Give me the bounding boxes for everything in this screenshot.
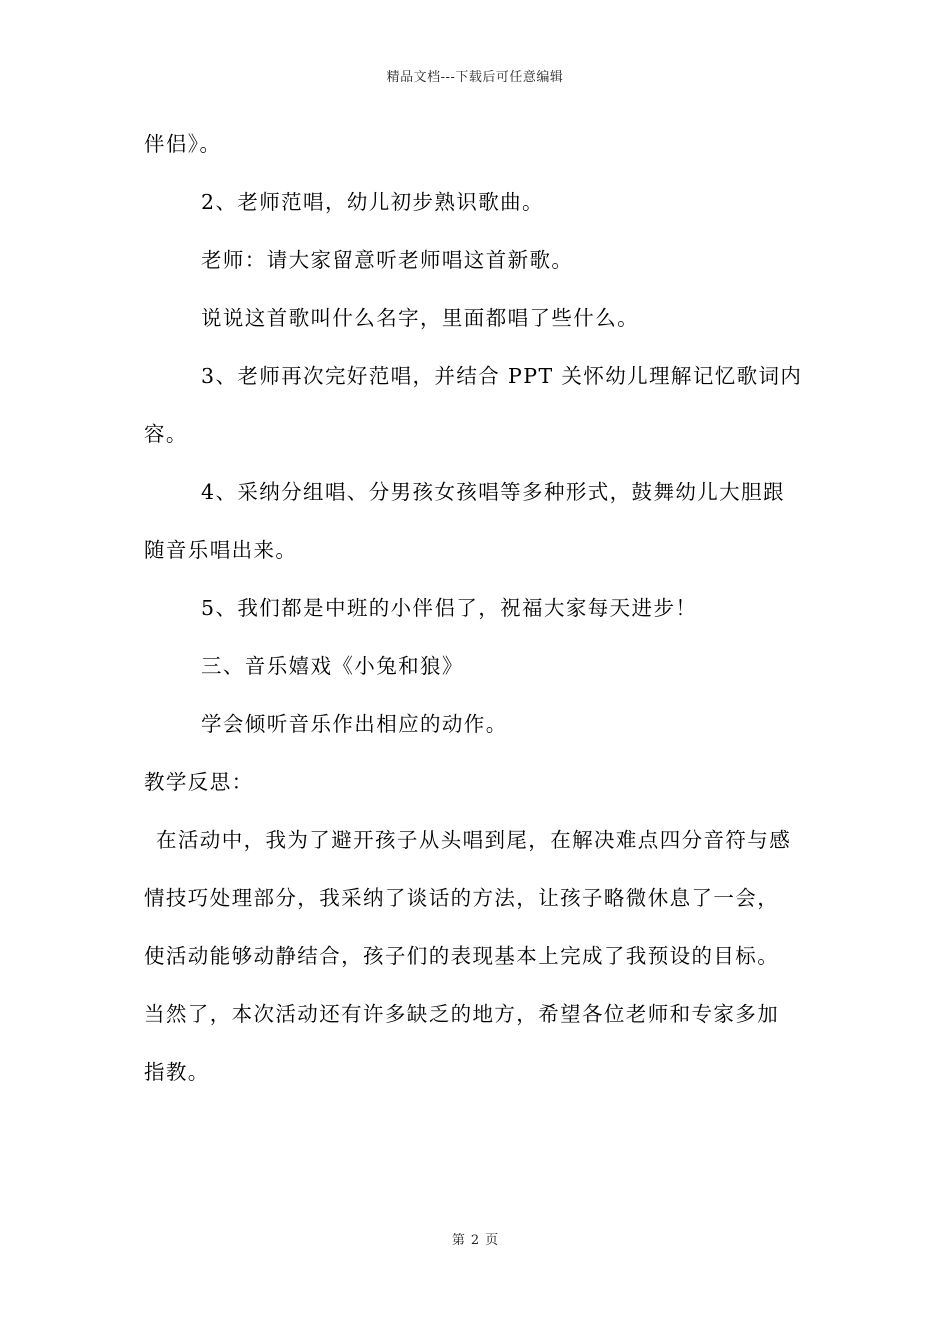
paragraph-line: 随音乐唱出来。	[144, 538, 298, 562]
page-header: 精品文档---下载后可任意编辑	[386, 70, 564, 85]
document-body	[144, 131, 824, 1117]
paragraph-line: 学会倾听音乐作出相应的动作。	[201, 712, 508, 736]
section-heading: 三、音乐嬉戏《小兔和狼》	[201, 654, 464, 678]
paragraph-line: 2、老师范唱，幼儿初步熟识歌曲。	[201, 190, 544, 214]
paragraph-line: 老师：请大家留意听老师唱这首新歌。	[201, 248, 574, 272]
paragraph-line: 说说这首歌叫什么名字，里面都唱了些什么。	[201, 306, 639, 330]
page-suffix: 页	[485, 1233, 499, 1248]
paragraph-line: 5、我们都是中班的小伴侣了，祝福大家每天进步！	[201, 596, 698, 620]
paragraph-line: 伴侣》。	[144, 132, 222, 156]
paragraph-line: 当然了，本次活动还有许多缺乏的地方，希望各位老师和专家多加	[144, 1002, 780, 1026]
page-footer	[0, 1229, 950, 1248]
paragraph-line: 3、老师再次完好范唱，并结合 PPT 关怀幼儿理解记忆歌词内	[201, 364, 803, 388]
paragraph-line: 4、采纳分组唱、分男孩女孩唱等多种形式，鼓舞幼儿大胆跟	[201, 480, 785, 504]
page-prefix: 第	[451, 1233, 465, 1248]
paragraph-line: 使活动能够动静结合，孩子们的表现基本上完成了我预设的目标。	[144, 944, 780, 968]
paragraph-line: 情技巧处理部分，我采纳了谈话的方法，让孩子略微休息了一会，	[144, 886, 780, 910]
page-number: 2	[470, 1233, 480, 1248]
paragraph-line: 指教。	[144, 1060, 210, 1084]
section-heading: 教学反思：	[144, 770, 254, 794]
paragraph-line: 在活动中，我为了避开孩子从头唱到尾，在解决难点四分音符与感	[156, 828, 792, 852]
paragraph-line: 容。	[144, 422, 188, 446]
